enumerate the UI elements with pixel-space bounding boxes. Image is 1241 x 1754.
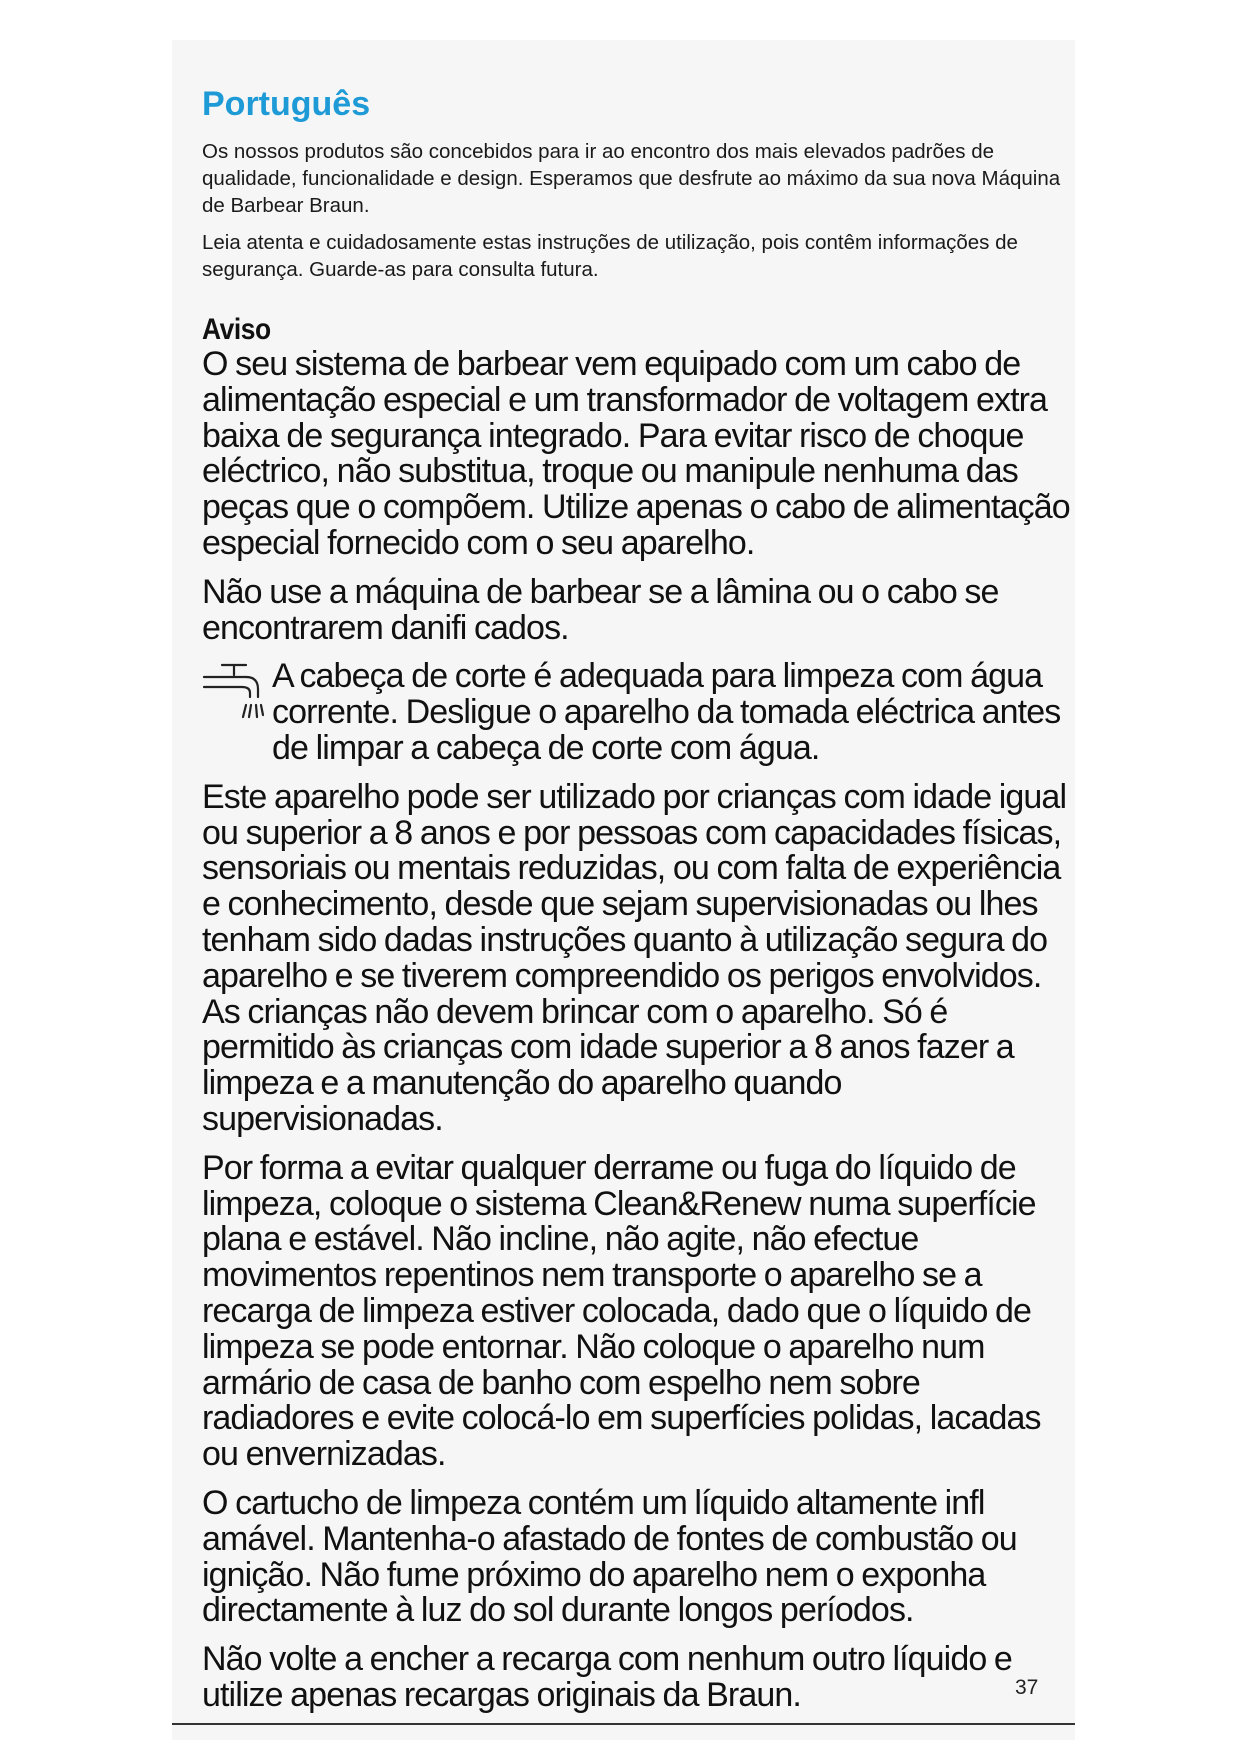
warning-paragraph: Não use a máquina de barbear se a lâmina ou o cabo se encontrarem danifi cados.: [202, 572, 999, 647]
water-cleaning-note: [202, 659, 1072, 766]
warning-paragraph: Não volte a encher a recarga com nenhum outro líquido e utilize apenas recargas originais da Braun.: [202, 1640, 1012, 1714]
warning-paragraph: O seu sistema de barbear vem equipado com um cabo de alimentação especial e um transformador de voltagem extra baixa de segurança integrado. Para evitar risco de choque eléctrico, não substitua, troque ou manipule nenhuma das peças que o compõem. Utilize apenas o cabo de alimentação especial fornecido com o seu aparelho.: [202, 345, 1070, 562]
intro-paragraph: Os nossos produtos são concebidos para ir ao encontro dos mais elevados padrões de qualidade, funcionalidade e design. Esperamos que desfrute ao máximo da sua nova Máquina de Barbear Braun.: [202, 140, 1061, 217]
intro-paragraph: Leia atenta e cuidadosamente estas instruções de utilização, pois contêm informações de segurança. Guarde-as para consulta futura.: [202, 231, 1018, 281]
page-content: [202, 82, 1072, 1727]
footer-divider: [172, 1723, 1075, 1725]
warning-paragraph: Por forma a evitar qualquer derrame ou fuga do líquido de limpeza, coloque o sistema Clean&Renew numa superfície plana e estável. Não incline, não agite, não efectue movimentos repentinos nem transporte o aparelho se a recarga de limpeza estiver colocada, dado que o líquido de limpeza se pode entornar. Não coloque o aparelho num armário de casa de banho com espelho nem sobre radiadores e evite colocá-lo em superfícies polidas, lacadas ou envernizadas.: [202, 1148, 1041, 1474]
warning-paragraph: O cartucho de limpeza contém um líquido altamente infl amável. Mantenha-o afastado de fontes de combustão ou ignição. Não fume próximo do aparelho nem o exponha directamente à luz do sol durante longos períodos.: [202, 1483, 1017, 1630]
warning-paragraph: A cabeça de corte é adequada para limpeza com água corrente. Desligue o aparelho da tomada eléctrica antes de limpar a cabeça de corte com água.: [272, 657, 1061, 767]
warning-paragraph: Este aparelho pode ser utilizado por crianças com idade igual ou superior a 8 anos e por pessoas com capacidades físicas, sensoriais ou mentais reduzidas, ou com falta de experiência e conhecimento, desde que sejam supervisionadas ou lhes tenham sido dadas instruções quanto à utilização segura do aparelho e se tiverem compreendido os perigos envolvidos. As crianças não devem brincar com o aparelho. Só é permitido às crianças com idade superior a 8 anos fazer a limpeza e a manutenção do aparelho quando supervisionadas.: [202, 777, 1067, 1138]
language-title: Português: [202, 85, 371, 123]
page-number: 37: [1015, 1676, 1039, 1699]
faucet-icon: [202, 661, 264, 725]
warning-heading: Aviso: [202, 313, 271, 346]
